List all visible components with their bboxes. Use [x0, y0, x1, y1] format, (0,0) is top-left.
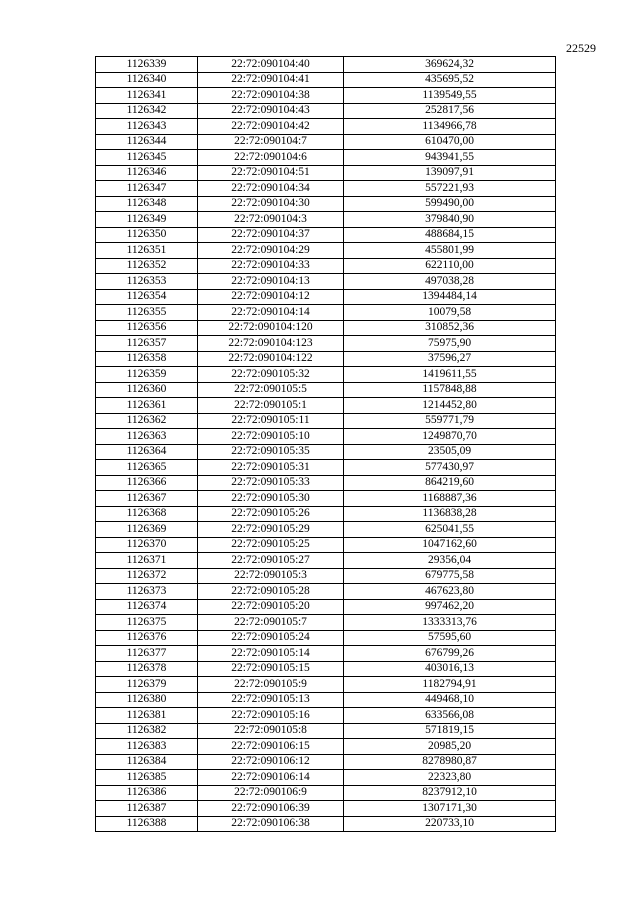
- cadastral-number-cell: 22:72:090106:39: [198, 801, 344, 817]
- value-cell: 1157848,88: [344, 382, 556, 398]
- cadastral-number-cell: 22:72:090105:8: [198, 723, 344, 739]
- value-cell: 676799,26: [344, 646, 556, 662]
- row-number-cell: 1126386: [96, 785, 198, 801]
- value-cell: 403016,13: [344, 661, 556, 677]
- row-number-cell: 1126384: [96, 754, 198, 770]
- row-number-cell: 1126343: [96, 119, 198, 135]
- value-cell: 252817,56: [344, 103, 556, 119]
- row-number-cell: 1126385: [96, 770, 198, 786]
- cadastral-number-cell: 22:72:090104:123: [198, 336, 344, 352]
- value-cell: 571819,15: [344, 723, 556, 739]
- table-row: [96, 460, 556, 476]
- row-number-cell: 1126368: [96, 506, 198, 522]
- table-row: [96, 692, 556, 708]
- table-row: [96, 165, 556, 181]
- cadastral-number-cell: 22:72:090104:6: [198, 150, 344, 166]
- cadastral-number-cell: 22:72:090106:14: [198, 770, 344, 786]
- cadastral-number-cell: 22:72:090106:38: [198, 816, 344, 832]
- cadastral-number-cell: 22:72:090105:5: [198, 382, 344, 398]
- row-number-cell: 1126350: [96, 227, 198, 243]
- row-number-cell: 1126356: [96, 320, 198, 336]
- value-cell: 1214452,80: [344, 398, 556, 414]
- cadastral-number-cell: 22:72:090104:12: [198, 289, 344, 305]
- value-cell: 864219,60: [344, 475, 556, 491]
- cadastral-number-cell: 22:72:090105:32: [198, 367, 344, 383]
- table-row: [96, 522, 556, 538]
- value-cell: 8278980,87: [344, 754, 556, 770]
- cadastral-number-cell: 22:72:090105:1: [198, 398, 344, 414]
- cadastral-number-cell: 22:72:090105:30: [198, 491, 344, 507]
- table-row: [96, 630, 556, 646]
- row-number-cell: 1126357: [96, 336, 198, 352]
- table-row: [96, 196, 556, 212]
- table-row: [96, 134, 556, 150]
- table-row: [96, 150, 556, 166]
- value-cell: 633566,08: [344, 708, 556, 724]
- table-row: [96, 475, 556, 491]
- row-number-cell: 1126359: [96, 367, 198, 383]
- row-number-cell: 1126366: [96, 475, 198, 491]
- value-cell: 20985,20: [344, 739, 556, 755]
- cadastral-number-cell: 22:72:090105:7: [198, 615, 344, 631]
- cadastral-number-cell: 22:72:090105:25: [198, 537, 344, 553]
- row-number-cell: 1126349: [96, 212, 198, 228]
- value-cell: 10079,58: [344, 305, 556, 321]
- row-number-cell: 1126348: [96, 196, 198, 212]
- table-row: [96, 770, 556, 786]
- table-row: [96, 661, 556, 677]
- row-number-cell: 1126364: [96, 444, 198, 460]
- table-row: [96, 103, 556, 119]
- row-number-cell: 1126346: [96, 165, 198, 181]
- row-number-cell: 1126340: [96, 72, 198, 88]
- value-cell: 1134966,78: [344, 119, 556, 135]
- value-cell: 599490,00: [344, 196, 556, 212]
- value-cell: 467623,80: [344, 584, 556, 600]
- table-row: [96, 212, 556, 228]
- row-number-cell: 1126342: [96, 103, 198, 119]
- cadastral-number-cell: 22:72:090104:122: [198, 351, 344, 367]
- cadastral-number-cell: 22:72:090104:34: [198, 181, 344, 197]
- row-number-cell: 1126365: [96, 460, 198, 476]
- row-number-cell: 1126372: [96, 568, 198, 584]
- row-number-cell: 1126353: [96, 274, 198, 290]
- value-cell: 1307171,30: [344, 801, 556, 817]
- cadastral-number-cell: 22:72:090106:15: [198, 739, 344, 755]
- cadastral-number-cell: 22:72:090105:20: [198, 599, 344, 615]
- table-row: [96, 816, 556, 832]
- cadastral-number-cell: 22:72:090106:9: [198, 785, 344, 801]
- cadastral-number-cell: 22:72:090105:24: [198, 630, 344, 646]
- cadastral-number-cell: 22:72:090105:10: [198, 429, 344, 445]
- value-cell: 379840,90: [344, 212, 556, 228]
- row-number-cell: 1126362: [96, 413, 198, 429]
- table-row: [96, 119, 556, 135]
- value-cell: 1168887,36: [344, 491, 556, 507]
- cadastral-number-cell: 22:72:090104:30: [198, 196, 344, 212]
- cadastral-number-cell: 22:72:090104:13: [198, 274, 344, 290]
- row-number-cell: 1126352: [96, 258, 198, 274]
- row-number-cell: 1126360: [96, 382, 198, 398]
- value-cell: 57595,60: [344, 630, 556, 646]
- cadastral-number-cell: 22:72:090105:35: [198, 444, 344, 460]
- value-cell: 559771,79: [344, 413, 556, 429]
- page-number: 22529: [566, 41, 596, 55]
- row-number-cell: 1126383: [96, 739, 198, 755]
- table-row: [96, 723, 556, 739]
- row-number-cell: 1126367: [96, 491, 198, 507]
- value-cell: 488684,15: [344, 227, 556, 243]
- cadastral-number-cell: 22:72:090104:51: [198, 165, 344, 181]
- table-row: [96, 88, 556, 104]
- cadastral-number-cell: 22:72:090104:43: [198, 103, 344, 119]
- cadastral-number-cell: 22:72:090105:27: [198, 553, 344, 569]
- table-row: [96, 491, 556, 507]
- table-row: [96, 429, 556, 445]
- table-row: [96, 72, 556, 88]
- cadastral-number-cell: 22:72:090105:3: [198, 568, 344, 584]
- cadastral-number-cell: 22:72:090104:41: [198, 72, 344, 88]
- table-row: [96, 646, 556, 662]
- row-number-cell: 1126382: [96, 723, 198, 739]
- table-row: [96, 274, 556, 290]
- row-number-cell: 1126381: [96, 708, 198, 724]
- row-number-cell: 1126387: [96, 801, 198, 817]
- table-row: [96, 506, 556, 522]
- value-cell: 29356,04: [344, 553, 556, 569]
- cadastral-number-cell: 22:72:090104:40: [198, 57, 344, 73]
- table-row: [96, 677, 556, 693]
- value-cell: 139097,91: [344, 165, 556, 181]
- table-row: [96, 336, 556, 352]
- cadastral-number-cell: 22:72:090105:9: [198, 677, 344, 693]
- cadastral-number-cell: 22:72:090105:26: [198, 506, 344, 522]
- row-number-cell: 1126345: [96, 150, 198, 166]
- table-body: [96, 57, 556, 832]
- table-row: [96, 584, 556, 600]
- table-row: [96, 754, 556, 770]
- table-row: [96, 568, 556, 584]
- table-row: [96, 367, 556, 383]
- row-number-cell: 1126380: [96, 692, 198, 708]
- value-cell: 435695,52: [344, 72, 556, 88]
- value-cell: 1394484,14: [344, 289, 556, 305]
- cadastral-number-cell: 22:72:090104:3: [198, 212, 344, 228]
- table-row: [96, 785, 556, 801]
- value-cell: 1182794,91: [344, 677, 556, 693]
- value-cell: 310852,36: [344, 320, 556, 336]
- row-number-cell: 1126370: [96, 537, 198, 553]
- row-number-cell: 1126344: [96, 134, 198, 150]
- cadastral-number-cell: 22:72:090104:42: [198, 119, 344, 135]
- value-cell: 610470,00: [344, 134, 556, 150]
- table-row: [96, 444, 556, 460]
- row-number-cell: 1126388: [96, 816, 198, 832]
- value-cell: 23505,09: [344, 444, 556, 460]
- value-cell: 455801,99: [344, 243, 556, 259]
- value-cell: 622110,00: [344, 258, 556, 274]
- row-number-cell: 1126374: [96, 599, 198, 615]
- cadastral-number-cell: 22:72:090104:29: [198, 243, 344, 259]
- value-cell: 75975,90: [344, 336, 556, 352]
- cadastral-number-cell: 22:72:090106:12: [198, 754, 344, 770]
- table-row: [96, 382, 556, 398]
- table-row: [96, 553, 556, 569]
- value-cell: 22323,80: [344, 770, 556, 786]
- table-row: [96, 227, 556, 243]
- row-number-cell: 1126341: [96, 88, 198, 104]
- value-cell: 1139549,55: [344, 88, 556, 104]
- value-cell: 997462,20: [344, 599, 556, 615]
- table-row: [96, 305, 556, 321]
- cadastral-number-cell: 22:72:090104:37: [198, 227, 344, 243]
- row-number-cell: 1126363: [96, 429, 198, 445]
- table-row: [96, 243, 556, 259]
- row-number-cell: 1126347: [96, 181, 198, 197]
- table-row: [96, 289, 556, 305]
- value-cell: 8237912,10: [344, 785, 556, 801]
- cadastral-number-cell: 22:72:090105:16: [198, 708, 344, 724]
- row-number-cell: 1126361: [96, 398, 198, 414]
- row-number-cell: 1126378: [96, 661, 198, 677]
- value-cell: 37596,27: [344, 351, 556, 367]
- cadastral-number-cell: 22:72:090104:7: [198, 134, 344, 150]
- table-row: [96, 320, 556, 336]
- cadastral-number-cell: 22:72:090104:120: [198, 320, 344, 336]
- cadastral-number-cell: 22:72:090105:13: [198, 692, 344, 708]
- row-number-cell: 1126379: [96, 677, 198, 693]
- row-number-cell: 1126376: [96, 630, 198, 646]
- value-cell: 557221,93: [344, 181, 556, 197]
- row-number-cell: 1126358: [96, 351, 198, 367]
- value-cell: 1136838,28: [344, 506, 556, 522]
- value-cell: 1249870,70: [344, 429, 556, 445]
- row-number-cell: 1126369: [96, 522, 198, 538]
- cadastral-number-cell: 22:72:090105:14: [198, 646, 344, 662]
- value-cell: 220733,10: [344, 816, 556, 832]
- value-cell: 577430,97: [344, 460, 556, 476]
- cadastral-number-cell: 22:72:090105:15: [198, 661, 344, 677]
- cadastral-number-cell: 22:72:090105:28: [198, 584, 344, 600]
- cadastral-number-cell: 22:72:090104:38: [198, 88, 344, 104]
- cadastral-number-cell: 22:72:090105:29: [198, 522, 344, 538]
- table-row: [96, 181, 556, 197]
- value-cell: 1333313,76: [344, 615, 556, 631]
- row-number-cell: 1126377: [96, 646, 198, 662]
- row-number-cell: 1126375: [96, 615, 198, 631]
- row-number-cell: 1126351: [96, 243, 198, 259]
- cadastral-value-table: [95, 56, 556, 832]
- row-number-cell: 1126354: [96, 289, 198, 305]
- cadastral-number-cell: 22:72:090105:11: [198, 413, 344, 429]
- cadastral-number-cell: 22:72:090104:33: [198, 258, 344, 274]
- table-row: [96, 801, 556, 817]
- table-row: [96, 708, 556, 724]
- row-number-cell: 1126355: [96, 305, 198, 321]
- table-row: [96, 258, 556, 274]
- row-number-cell: 1126373: [96, 584, 198, 600]
- cadastral-number-cell: 22:72:090104:14: [198, 305, 344, 321]
- value-cell: 497038,28: [344, 274, 556, 290]
- table-row: [96, 739, 556, 755]
- value-cell: 679775,58: [344, 568, 556, 584]
- table-row: [96, 413, 556, 429]
- table-row: [96, 599, 556, 615]
- value-cell: 369624,32: [344, 57, 556, 73]
- table-row: [96, 537, 556, 553]
- table-row: [96, 351, 556, 367]
- cadastral-number-cell: 22:72:090105:31: [198, 460, 344, 476]
- value-cell: 1419611,55: [344, 367, 556, 383]
- value-cell: 625041,55: [344, 522, 556, 538]
- row-number-cell: 1126371: [96, 553, 198, 569]
- table-row: [96, 57, 556, 73]
- value-cell: 449468,10: [344, 692, 556, 708]
- value-cell: 1047162,60: [344, 537, 556, 553]
- value-cell: 943941,55: [344, 150, 556, 166]
- row-number-cell: 1126339: [96, 57, 198, 73]
- cadastral-number-cell: 22:72:090105:33: [198, 475, 344, 491]
- table-row: [96, 615, 556, 631]
- table-row: [96, 398, 556, 414]
